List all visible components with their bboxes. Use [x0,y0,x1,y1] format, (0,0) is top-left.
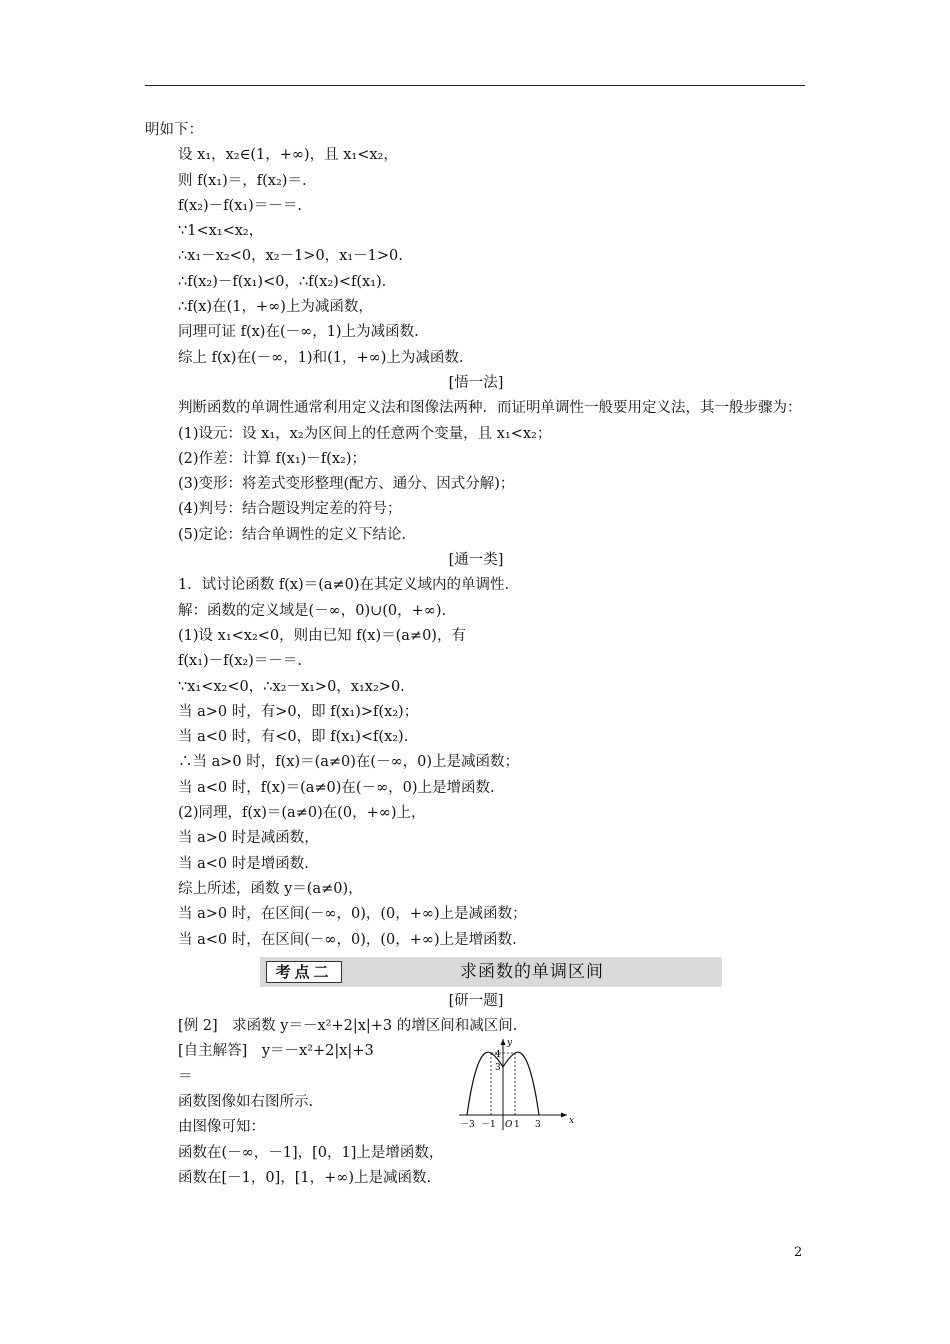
exercise-lines-line: 解：函数的定义域是(－∞，0)∪(0，+∞). [178,602,447,619]
heading-yanyiti: [研一题] [448,992,504,1009]
heading-tongyilei: [通一类] [448,552,504,569]
y-tick-4: 4 [495,1050,501,1061]
x-tick-3: 3 [535,1120,541,1131]
solution-lines-line: 由图像可知： [178,1119,265,1136]
y-axis-arrow-icon [501,1039,506,1045]
solution-block [145,1039,807,1191]
steps-line: (1)设元：设 x₁，x₂为区间上的任意两个变量，且 x₁<x₂； [178,425,552,442]
page-content [145,118,807,1191]
y-axis-label: y [507,1038,513,1049]
top-lines-line: 综上 f(x)在(－∞，1)和(1，+∞)上为减函数. [178,349,464,366]
steps-line: (2)作差：计算 f(x₁)－f(x₂)； [178,450,366,467]
top-lines-line: 则 f(x₁)＝，f(x₂)＝. [178,172,307,189]
exercise-lines-line: 当 a<0 时，在区间(－∞，0)，(0，+∞)上是增函数. [178,931,517,948]
top-lines-line: ∴f(x)在(1，+∞)上为减函数， [178,299,373,316]
header-rule [145,85,805,86]
steps-line: (4)判号：结合题设判定差的符号； [178,501,402,518]
exercise-lines-line: 1．试讨论函数 f(x)＝(a≠0)在其定义域内的单调性. [178,577,510,594]
y-tick-3: 3 [495,1063,501,1074]
function-graph [455,1035,575,1135]
exercise-lines-line: (1)设 x₁<x₂<0，则由已知 f(x)＝(a≠0)，有 [178,627,466,644]
top-lines-line: f(x₂)－f(x₁)＝－＝. [178,197,302,214]
top-lines-line: ∵1<x₁<x₂， [178,223,264,240]
method-paragraph: 判断函数的单调性通常利用定义法和图像法两种．而证明单调性一般要用定义法，其一般步骤为： [178,400,802,417]
heading-wuyifa: [悟一法] [448,374,504,391]
exercise-lines-line: 当 a>0 时，在区间(－∞，0)，(0，+∞)上是减函数； [178,906,527,923]
page-number: 2 [794,1245,803,1260]
exercise-lines-line: (2)同理，f(x)＝(a≠0)在(0，+∞)上， [178,805,426,822]
steps-list [145,422,807,548]
exercise-lines-line: 当 a<0 时，f(x)＝(a≠0)在(－∞，0)上是增函数. [178,779,495,796]
exercise-lines-line: 当 a<0 时，有<0，即 f(x₁)<f(x₂). [178,729,409,746]
section-title: 求函数的单调区间 [460,961,604,982]
steps-line: (3)变形：将差式变形整理(配方、通分、因式分解)； [178,476,515,493]
exercise-lines-line: f(x₁)－f(x₂)＝－＝. [178,653,302,670]
x-axis-label: x [569,1116,575,1127]
example-statement: [例 2] 求函数 y＝－x²+2|x|+3 的增区间和减区间. [178,1018,518,1035]
proof-lines [145,118,807,371]
x-tick-neg1: －1 [481,1120,496,1131]
section-tag: 考点二 [266,961,342,983]
section-bar [260,957,722,987]
exercise-lines [145,573,807,952]
solution-lines-line: 函数在(－∞，－1]，[0，1]上是增函数， [178,1144,444,1161]
top-lines-line: ∴f(x₂)－f(x₁)<0，∴f(x₂)<f(x₁). [178,273,387,290]
steps-line: (5)定论：结合单调性的定义下结论. [178,526,407,543]
solution-lines-line: 函数在[－1，0]，[1，+∞)上是减函数. [178,1169,432,1186]
exercise-lines-line: 当 a>0 时是减函数， [178,830,319,847]
top-lines-line: ∴x₁－x₂<0，x₂－1>0，x₁－1>0. [178,248,403,265]
x-tick-1: 1 [514,1120,520,1131]
top-lines-line: 明如下： [145,122,203,138]
exercise-lines-line: 当 a<0 时是增函数. [178,855,309,872]
exercise-lines-line: 综上所述，函数 y＝(a≠0)， [178,880,363,897]
exercise-lines-line: 当 a>0 时，有>0，即 f(x₁)>f(x₂)； [178,703,419,720]
x-tick-neg3: －3 [460,1120,475,1131]
exercise-lines-line: ∴当 a>0 时，f(x)＝(a≠0)在(－∞，0)上是减函数； [178,754,520,771]
top-lines-line: 同理可证 f(x)在(－∞，1)上为减函数. [178,324,419,341]
x-axis-arrow-icon [561,1113,567,1118]
top-lines-line: 设 x₁，x₂∈(1，+∞)，且 x₁<x₂， [178,147,398,164]
solution-lines-line: ＝ [178,1068,193,1085]
origin-label: O [505,1120,513,1131]
solution-lines-line: [自主解答] y＝－x²+2|x|+3 [178,1043,374,1060]
exercise-lines-line: ∵x₁<x₂<0，∴x₂－x₁>0，x₁x₂>0. [178,678,405,695]
solution-lines-line: 函数图像如右图所示. [178,1093,314,1110]
